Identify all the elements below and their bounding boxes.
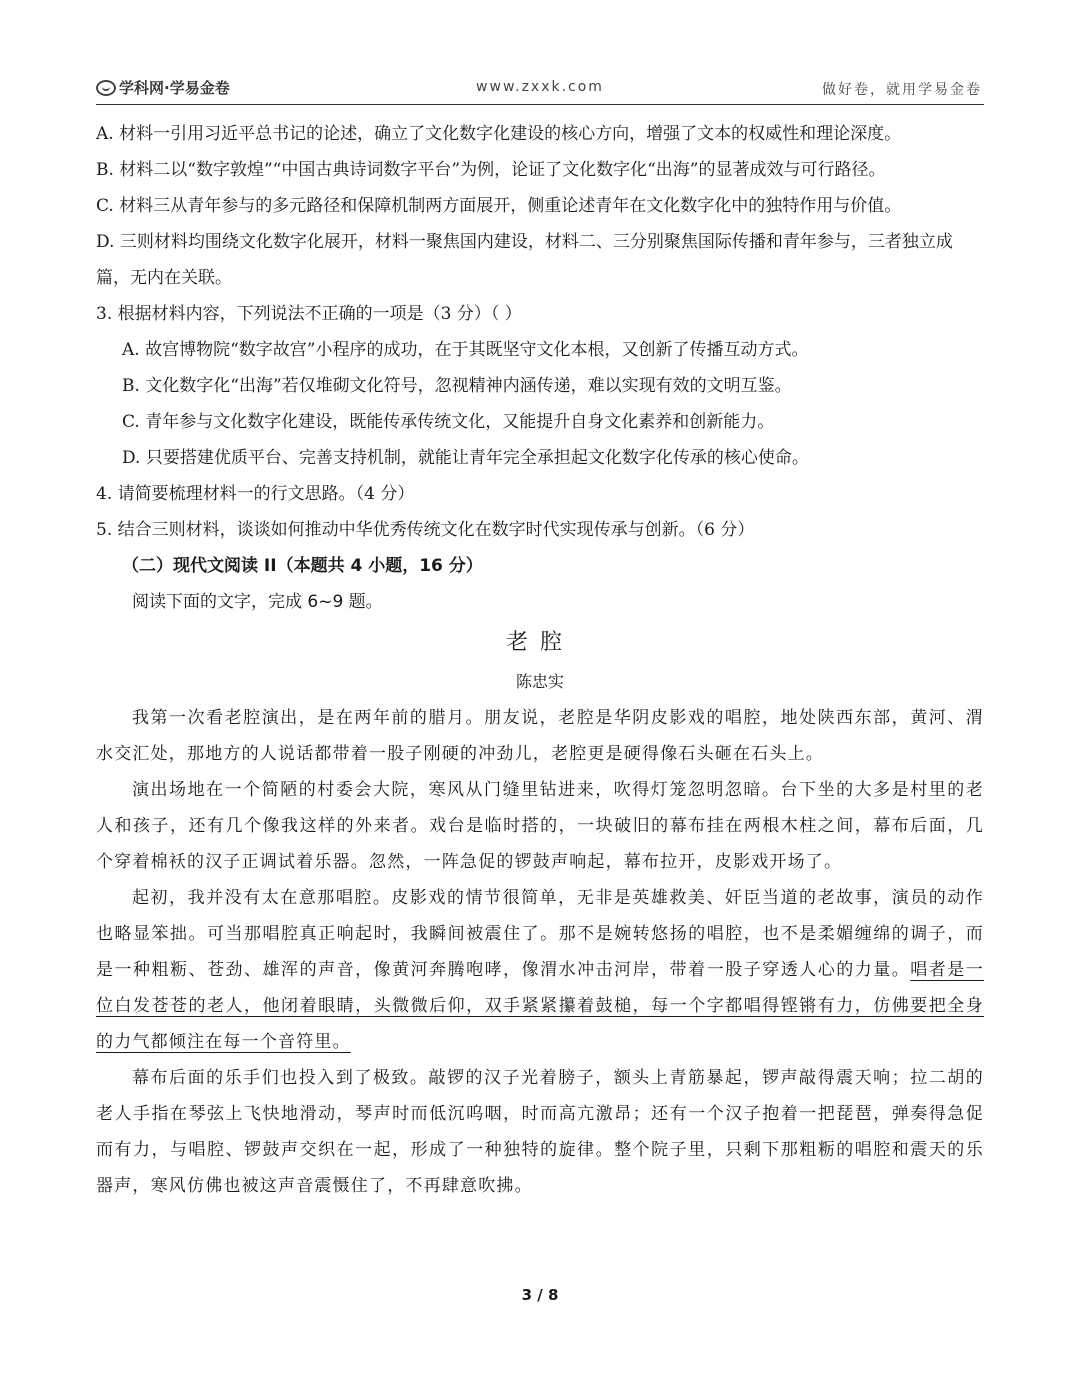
question-4: 4. 请简要梳理材料一的行文思路。（4 分） (96, 484, 415, 504)
site-url: www.zxxk.com (476, 79, 604, 95)
article-paragraph-3 (96, 880, 984, 1060)
q2-option-a: A. 材料一引用习近平总书记的论述，确立了文化数字化建设的核心方向，增强了文本的权威性和理论深度。 (96, 124, 902, 144)
q3-stem: 3. 根据材料内容，下列说法不正确的一项是（3 分）（ ） (96, 304, 522, 324)
brand-name: 学科网·学易金卷 (119, 79, 230, 97)
reading-instruction: 阅读下面的文字，完成 6~9 题。 (132, 592, 383, 612)
q2-option-d: D. 三则材料均围绕文化数字化展开，材料一聚焦国内建设，材料二、三分别聚焦国际传播和青年参与，三者独立成篇，无内在关联。 (96, 232, 953, 288)
article-title: 老腔 (505, 630, 574, 655)
section-heading: （二）现代文阅读 II（本题共 4 小题，16 分） (122, 556, 483, 576)
page-content (96, 116, 984, 1204)
q3-option-a: A. 故宫博物院“数字故宫”小程序的成功，在于其既坚守文化本根，又创新了传播互动方式。 (122, 340, 809, 360)
page-number: 3 / 8 (521, 1286, 559, 1304)
page-header (96, 74, 984, 105)
article-author: 陈忠实 (515, 672, 564, 691)
q3-option-b: B. 文化数字化“出海”若仅堆砌文化符号，忽视精神内涵传递，难以实现有效的文明互鉴。 (122, 376, 792, 396)
underlined-passage: 唱者是一位白发苍苍的老人，他闭着眼睛，头微微后仰，双手紧紧攥着鼓槌，每一个字都唱得铿锵有力，仿佛要把全身的力气都倾注在每一个音符里。 (96, 960, 984, 1052)
q3-option-d: D. 只要搭建优质平台、完善支持机制，就能让青年完全承担起文化数字化传承的核心使命。 (122, 448, 809, 468)
paragraph-3-text: 起初，我并没有太在意那唱腔。皮影戏的情节很简单，无非是英雄救美、奸臣当道的老故事，演员的动作也略显笨拙。可当那唱腔真正响起时，我瞬间被震住了。那不是婉转悠扬的唱腔，也不是柔媚缠绵的调子，而是一种粗粝、苍劲、雄浑的声音，像黄河奔腾咆哮，像渭水冲击河岸，带着一股子穿透人心的力量。 (96, 888, 984, 980)
article-paragraph-2: 演出场地在一个简陋的村委会大院，寒风从门缝里钻进来，吹得灯笼忽明忽暗。台下坐的大多是村里的老人和孩子，还有几个像我这样的外来者。戏台是临时搭的，一块破旧的幕布挂在两根木柱之间，幕布后面，几个穿着棉袄的汉子正调试着乐器。忽然，一阵急促的锣鼓声响起，幕布拉开，皮影戏开场了。 (96, 780, 984, 872)
article-paragraph-1: 我第一次看老腔演出，是在两年前的腊月。朋友说，老腔是华阴皮影戏的唱腔，地处陕西东部，黄河、渭水交汇处，那地方的人说话都带着一股子刚硬的冲劲儿，老腔更是硬得像石头砸在石头上。 (96, 708, 984, 764)
q2-option-c: C. 材料三从青年参与的多元路径和保障机制两方面展开，侧重论述青年在文化数字化中的独特作用与价值。 (96, 196, 902, 216)
article-paragraph-4: 幕布后面的乐手们也投入到了极致。敲锣的汉子光着膀子，额头上青筋暴起，锣声敲得震天响；拉二胡的老人手指在琴弦上飞快地滑动，琴声时而低沉呜咽，时而高亢激昂；还有一个汉子抱着一把琵琶，弹奏得急促而有力，与唱腔、锣鼓声交织在一起，形成了一种独特的旋律。整个院子里，只剩下那粗粝的唱腔和震天的乐器声，寒风仿佛也被这声音震慑住了，不再肆意吹拂。 (96, 1068, 984, 1196)
question-5: 5. 结合三则材料，谈谈如何推动中华优秀传统文化在数字时代实现传承与创新。（6 分） (96, 520, 755, 540)
q2-option-b: B. 材料二以“数字敦煌”“中国古典诗词数字平台”为例，论证了文化数字化“出海”的显著成效与可行路径。 (96, 160, 886, 180)
q3-option-c: C. 青年参与文化数字化建设，既能传承传统文化，又能提升自身文化素养和创新能力。 (122, 412, 775, 432)
header-slogan: 做好卷，就用学易金卷 (822, 82, 982, 98)
